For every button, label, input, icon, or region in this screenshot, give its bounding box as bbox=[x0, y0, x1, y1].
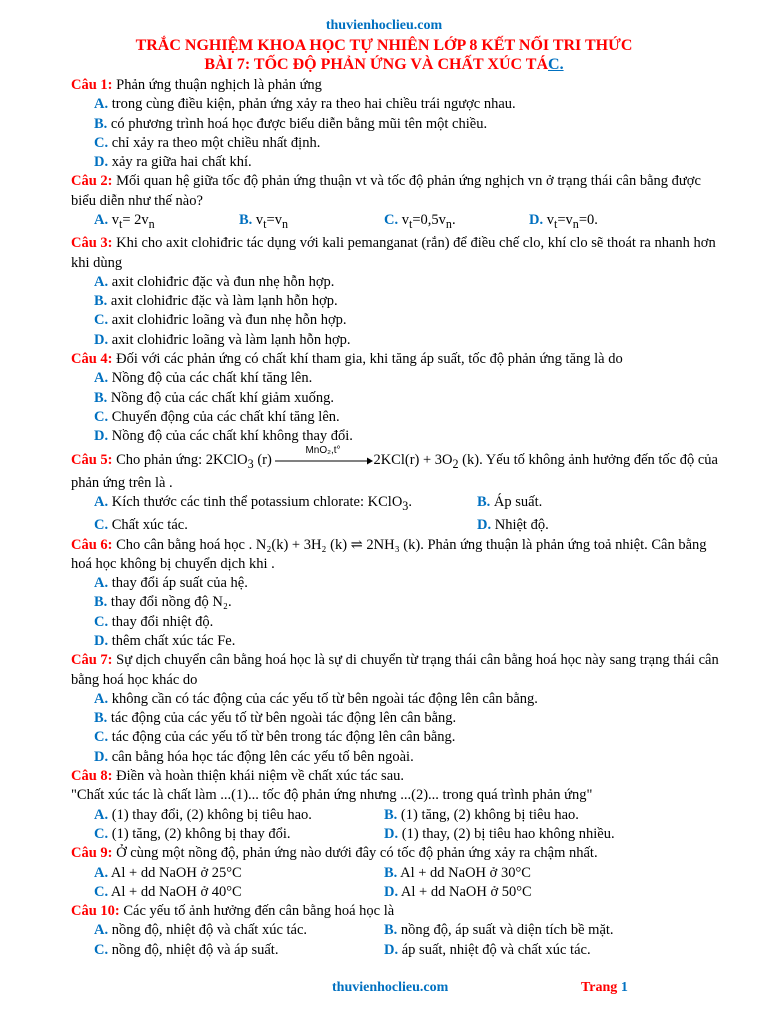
options-2 bbox=[71, 211, 721, 234]
option-2b: B. $v_t=v_n$ bbox=[239, 212, 289, 231]
option-4c: C. Chuyển động của các chất khí tăng lên. bbox=[94, 408, 340, 425]
reaction-arrow: MnO₂,t° bbox=[275, 453, 373, 467]
option-5d: D. Nhiệt độ. bbox=[477, 517, 549, 534]
options-9-row1 bbox=[71, 864, 721, 883]
option-3a: A. axit clohiđric đặc và đun nhẹ hỗn hợp. bbox=[94, 273, 335, 290]
question-7: Câu 7: Sự dịch chuyển cân bằng hoá học là sự di chuyển từ trạng thái cân bằng hoá học này sang trạng thái cân bằng hoá học khác do bbox=[71, 652, 719, 688]
question-9: Câu 9: Ở cùng một nồng độ, phản ứng nào dưới đây có tốc độ phản ứng xảy ra chậm nhất. bbox=[71, 845, 598, 862]
option-1d: D. xảy ra giữa hai chất khí. bbox=[94, 154, 252, 171]
option-4b: B. Nồng độ của các chất khí giảm xuống. bbox=[94, 389, 334, 406]
options-5-row2 bbox=[71, 516, 721, 535]
option-8a: A. (1) thay đổi, (2) không bị tiêu hao. bbox=[94, 806, 312, 823]
option-3c: C. axit clohiđric loãng và đun nhẹ hỗn hợp. bbox=[94, 312, 347, 329]
option-2a: A. $v_t= 2v_n$ bbox=[94, 212, 155, 231]
option-7b: B. tác động của các yếu tố từ bên ngoài tác động lên cân bằng. bbox=[94, 710, 457, 727]
option-6d: D. thêm chất xúc tác Fe. bbox=[94, 632, 236, 649]
option-1b: B. có phương trình hoá học được biểu diễn bằng mũi tên một chiều. bbox=[94, 115, 488, 132]
document-title: TRẮC NGHIỆM KHOA HỌC TỰ NHIÊN LỚP 8 KẾT NỐI TRI THỨC bbox=[135, 37, 633, 54]
header-site-link[interactable]: thuvienhoclieu.com bbox=[325, 18, 443, 33]
option-9a: A. Al + dd NaOH ở 25°C bbox=[94, 864, 242, 881]
option-6b: B. thay đổi nồng độ N₂. bbox=[94, 594, 232, 611]
options-10-row2 bbox=[71, 941, 721, 960]
option-2d: D. $v_t=v_n=0$. bbox=[529, 212, 598, 231]
options-5-row1 bbox=[71, 493, 721, 516]
question-5: Câu 5: Cho phản ứng: 2KClO$_3$ (r) MnO₂,t° $2KCl(r) + 3O_2$ (k). Yếu tố không ảnh hưởng đến tốc độ của phản ứng trên là . bbox=[71, 445, 718, 491]
option-9d: D. Al + dd NaOH ở 50°C bbox=[384, 883, 532, 900]
options-8-row1 bbox=[71, 806, 721, 825]
question-4: Câu 4: Đối với các phản ứng có chất khí tham gia, khi tăng áp suất, tốc độ phản ứng tăng là do bbox=[71, 351, 623, 368]
option-7c: C. tác động của các yếu tố từ bên trong tác động lên cân bằng. bbox=[94, 729, 456, 746]
option-9b: B. Al + dd NaOH ở 30°C bbox=[384, 864, 531, 881]
question-8: Câu 8: Điền và hoàn thiện khái niệm về chất xúc tác sau. bbox=[71, 768, 405, 785]
option-10d: D. áp suất, nhiệt độ và chất xúc tác. bbox=[384, 941, 591, 958]
question-8-quote: "Chất xúc tác là chất làm ...(1)... tốc độ phản ứng nhưng ...(2)... trong quá trình phản ứng" bbox=[71, 787, 593, 804]
option-2c: C. $v_t=0,5v_n$. bbox=[384, 212, 456, 231]
option-5b: B. Áp suất. bbox=[477, 494, 543, 511]
option-3b: B. axit clohiđric đặc và làm lạnh hỗn hợp. bbox=[94, 293, 338, 310]
option-10a: A. nồng độ, nhiệt độ và chất xúc tác. bbox=[94, 922, 308, 939]
option-6a: A. thay đổi áp suất của hệ. bbox=[94, 575, 248, 592]
options-8-row2 bbox=[71, 825, 721, 844]
option-9c: C. Al + dd NaOH ở 40°C bbox=[94, 883, 242, 900]
question-list bbox=[71, 76, 721, 960]
option-7d: D. cân bằng hóa học tác động lên các yếu tố bên ngoài. bbox=[94, 748, 414, 765]
option-8b: B. (1) tăng, (2) không bị tiêu hao. bbox=[384, 806, 579, 823]
question-2: Câu 2: Mối quan hệ giữa tốc độ phản ứng thuận vt và tốc độ phản ứng nghịch vn ở trạng thái cân bằng được biểu diễn như thế nào? bbox=[71, 173, 701, 209]
option-4a: A. Nồng độ của các chất khí tăng lên. bbox=[94, 370, 313, 387]
option-10c: C. nồng độ, nhiệt độ và áp suất. bbox=[94, 941, 279, 958]
option-1c: C. chỉ xảy ra theo một chiều nhất định. bbox=[94, 134, 321, 151]
option-5a: A. Kích thước các tinh thể potassium chlorate: KClO$_3$. bbox=[94, 494, 412, 513]
options-10-row1 bbox=[71, 921, 721, 940]
option-6c: C. thay đổi nhiệt độ. bbox=[94, 613, 214, 630]
question-10: Câu 10: Các yếu tố ảnh hưởng đến cân bằng hoá học là bbox=[71, 903, 395, 920]
option-3d: D. axit clohiđric loãng và làm lạnh hỗn hợp. bbox=[94, 331, 351, 348]
question-6: Câu 6: Cho cân bằng hoá học . N₂(k) + 3H₂ (k) ⇌ 2NH₃ (k). Phản ứng thuận là phản ứng toả nhiệt. Cân bằng hoá học không bị chuyển dịch khi . bbox=[71, 536, 707, 572]
option-1a: A. trong cùng điều kiện, phản ứng xảy ra theo hai chiều trái ngược nhau. bbox=[94, 96, 516, 113]
question-3: Câu 3: Khi cho axit clohiđric tác dụng với kali pemanganat (rắn) để điều chế clo, khí clo sẽ thoát ra nhanh hơn khi dùng bbox=[71, 235, 716, 271]
option-8c: C. (1) tăng, (2) không bị thay đổi. bbox=[94, 825, 291, 842]
option-10b: B. nồng độ, áp suất và diện tích bề mặt. bbox=[384, 922, 614, 939]
document-subtitle: BÀI 7: TỐC ĐỘ PHẢN ỨNG VÀ CHẤT XÚC TÁC. bbox=[204, 56, 564, 73]
footer-site-link[interactable]: thuvienhoclieu.com bbox=[332, 980, 449, 995]
question-1: Câu 1: Phản ứng thuận nghịch là phản ứng bbox=[71, 77, 322, 93]
page-number: Trang 1 bbox=[581, 980, 628, 995]
options-9-row2 bbox=[71, 883, 721, 902]
option-8d: D. (1) thay, (2) bị tiêu hao không nhiều. bbox=[384, 825, 615, 842]
option-5c: C. Chất xúc tác. bbox=[94, 517, 188, 534]
option-7a: A. không cần có tác động của các yếu tố từ bên ngoài tác động lên cân bằng. bbox=[94, 690, 538, 707]
option-4d: D. Nồng độ của các chất khí không thay đổi. bbox=[94, 428, 353, 445]
